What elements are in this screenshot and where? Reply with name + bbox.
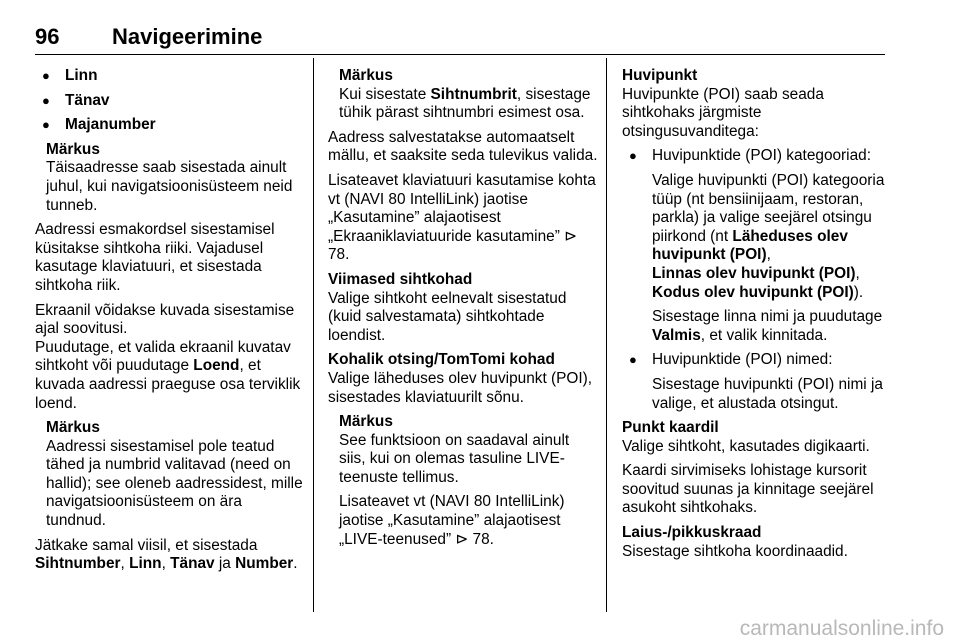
note-text: See funktsioon on saadaval ainult siis, kui on olemas tasuline LIVE-teenuste tellimus. — [339, 431, 570, 486]
note-title: Märkus — [339, 67, 393, 84]
paragraph: Valige sihtkoht, kasutades digikaarti. — [622, 437, 870, 455]
column-left — [35, 67, 303, 580]
section-heading: Huvipunkt — [622, 67, 698, 84]
paragraph: Ekraanil võidakse kuvada sisestamise ajal soovitusi. — [35, 301, 295, 338]
note-box — [328, 67, 598, 123]
section-heading: Kohalik otsing/TomTomi kohad — [328, 351, 555, 369]
list-item: ● Tänav — [35, 92, 303, 111]
section-heading: Laius-/pikkuskraad — [622, 524, 762, 542]
paragraph: Aadress salvestatakse automaatselt mällu, et saaksite seda tulevikus valida. — [328, 128, 598, 165]
page-header — [35, 24, 885, 55]
ui-term-valmis: Valmis — [652, 326, 701, 344]
note-box — [35, 141, 303, 215]
note-title: Märkus — [339, 413, 393, 431]
list-item: ● Huvipunktide (POI) kategooriad: — [622, 147, 890, 166]
page-ref[interactable]: 78. — [472, 530, 494, 548]
page-ref-icon: ⊳ — [564, 227, 578, 245]
list-item: ● Huvipunktide (POI) nimed: — [622, 351, 890, 370]
note-text: Aadressi sisestamisel pole teatud tähed ja numbrid valitavad (need on hallid); see oleneb aadressidest, mille navigatsioonisüsteem on ära tundnud. — [46, 437, 303, 530]
column-divider — [313, 58, 314, 612]
paragraph: Sisestage huvipunkti (POI) nimi ja valige, et alustada otsingut. — [652, 375, 883, 412]
column-middle — [328, 67, 598, 555]
page-ref[interactable]: 78. — [328, 246, 350, 264]
page-number: 96 — [35, 24, 60, 49]
paragraph: Kaardi sirvimiseks lohistage kursorit soovitud suunas ja kinnitage seejärel asukoht sihtkohaks. — [622, 462, 874, 517]
paragraph: Lisateavet klaviatuuri kasutamise kohta vt (NAVI 80 IntelliLink) jaotise „Kasutamine” alajaotisest „Ekraaniklaviatuuride kasutamine” ⊳ 78. — [328, 171, 596, 264]
note-box — [35, 419, 303, 531]
note-title: Märkus — [46, 419, 100, 437]
ui-term-loend: Loend — [193, 357, 240, 375]
column-right — [622, 67, 890, 567]
paragraph: Sisestage linna nimi ja puudutage Valmis, et valik kinnitada. — [652, 308, 883, 344]
note-box — [328, 413, 598, 549]
note-text: Täisaadresse saab sisestada ainult juhul, kui navigatsioonisüsteem neid tunneb. — [46, 159, 293, 214]
list-item: ● Linn — [35, 67, 303, 86]
note-text: Lisateavet vt (NAVI 80 IntelliLink) jaotise „Kasutamine” alajaotisest „LIVE-teenused” ⊳ 78. — [339, 493, 565, 548]
paragraph: Valige huvipunkti (POI) kategooria tüüp (nt bensiinijaam, restoran, parkla) ja valige seejärel otsingu piirkond (nt Läheduses olev huvipunkt (POI), Linnas olev huvipunkt (POI), Kodus olev huvipunkt (POI)). — [652, 171, 885, 301]
section-heading: Punkt kaardil — [622, 419, 719, 437]
section-heading: Viimased sihtkohad — [328, 270, 473, 288]
paragraph: Jätkake samal viisil, et sisestada Sihtnumber, Linn, Tänav ja Number. — [35, 536, 298, 573]
paragraph: Sisestage sihtkoha koordinaadid. — [622, 542, 848, 560]
page-ref-icon: ⊳ — [455, 530, 469, 548]
paragraph: Huvipunkte (POI) saab seada sihtkohaks järgmiste otsingusuvanditega: — [622, 85, 824, 140]
column-divider — [606, 58, 607, 612]
note-title: Märkus — [46, 140, 100, 158]
paragraph: Valige sihtkoht eelnevalt sisestatud (kuid salvestamata) sihtkohtade loendist. — [328, 289, 567, 344]
paragraph: Aadressi esmakordsel sisestamisel küsitakse sihtkoha riiki. Vajadusel kasutage klaviatuuri, et sisestada sihtkoha riik. — [35, 221, 275, 294]
note-text: Kui sisestate Sihtnumbrit, sisestage tühik pärast sihtnumbri esimest osa. — [339, 85, 591, 122]
list-item: ● Majanumber — [35, 116, 303, 135]
watermark: carmanualsonline.info — [739, 617, 944, 640]
chapter-title: Navigeerimine — [112, 24, 263, 49]
paragraph: Valige läheduses olev huvipunkt (POI), sisestades klaviatuurilt sõnu. — [328, 369, 593, 406]
paragraph: Puudutage, et valida ekraanil kuvatav sihtkoht või puudutage Loend, et kuvada aadressi praeguse osa terviklik loend. — [35, 338, 301, 412]
